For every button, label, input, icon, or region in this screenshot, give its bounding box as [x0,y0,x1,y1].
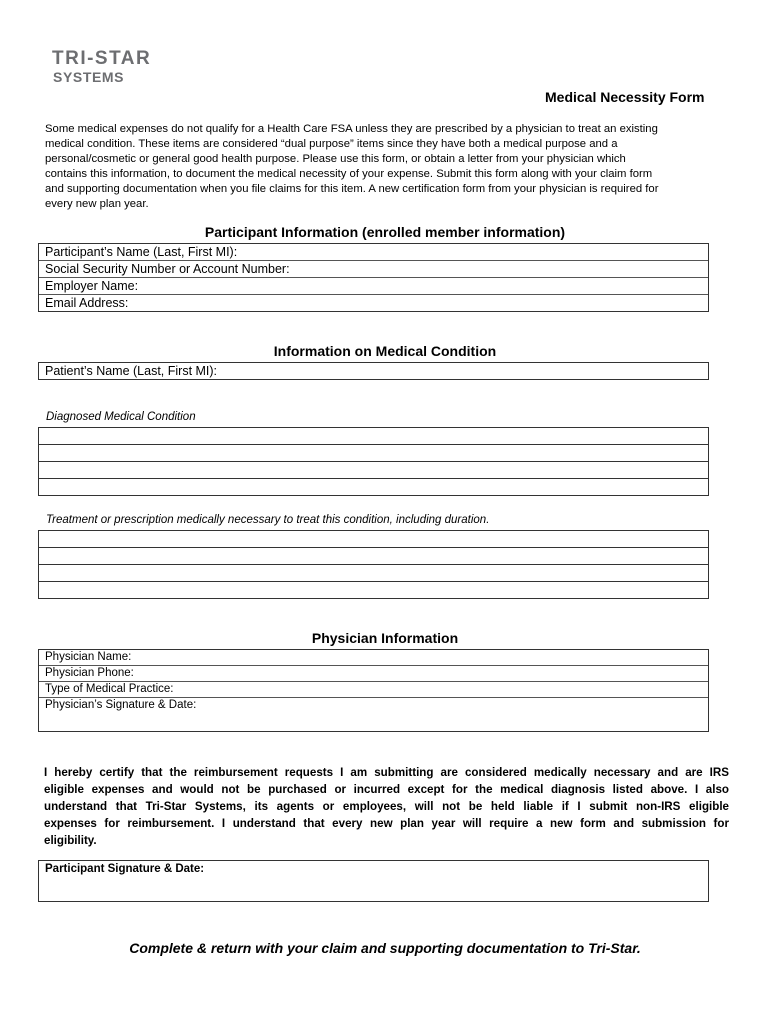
participant-info-table [38,243,709,312]
physician-heading: Physician Information [311,630,459,646]
diagnosed-label: Diagnosed Medical Condition [46,411,196,423]
certification-line: understand that Tri-Star Systems, its agents or employees, will not be held liable if I submit non-IRS eligible [44,800,729,813]
logo-line-1: TRI-STAR [52,48,152,69]
intro-line: personal/cosmetic or general good health purpose. Please use this form, or obtain a letter from your physician which [45,153,626,165]
participant-signature-box[interactable] [38,860,709,902]
diagnosed-line[interactable] [39,479,708,496]
intro-line: contains this information, to document the medical necessity of your expense. Submit this form along with your claim form [45,168,653,180]
certification-line: eligibility. [44,834,97,847]
treatment-line[interactable] [39,582,708,599]
footer-instruction: Complete & return with your claim and supporting documentation to Tri-Star. [129,940,641,956]
patient-name-box [38,362,709,380]
treatment-line[interactable] [39,565,708,582]
logo-line-2: SYSTEMS [53,69,125,85]
certification-paragraph [44,764,729,849]
intro-line: medical condition. These items are considered “dual purpose” items since they have both a medical purpose and a [45,138,618,150]
employer-name-field[interactable]: Employer Name: [39,278,708,295]
participant-signature-label: Participant Signature & Date: [45,863,205,875]
ssn-field[interactable]: Social Security Number or Account Number: [39,261,708,278]
physician-info-table [38,649,709,732]
intro-paragraph [45,122,735,212]
physician-phone-field[interactable]: Physician Phone: [39,666,708,682]
diagnosed-condition-grid [38,427,709,496]
treatment-grid [38,530,709,599]
intro-line: and supporting documentation when you file claims for this item. A new certification form from your physician is required for [45,183,659,195]
patient-name-field[interactable]: Patient’s Name (Last, First MI): [45,364,218,378]
participant-heading: Participant Information (enrolled member information) [204,224,566,240]
physician-name-field[interactable]: Physician Name: [39,650,708,666]
certification-line: I hereby certify that the reimbursement requests I am submitting are considered medically necessary and are IRS [44,766,729,779]
medical-heading: Information on Medical Condition [273,343,497,359]
diagnosed-line[interactable] [39,428,708,445]
form-title: Medical Necessity Form [545,89,705,105]
treatment-line[interactable] [39,548,708,565]
treatment-line[interactable] [39,531,708,548]
diagnosed-line[interactable] [39,462,708,479]
certification-line: eligible expenses and would not be purchased or incurred except for the medical diagnosis listed above. I also [44,783,729,796]
medical-practice-field[interactable]: Type of Medical Practice: [39,682,708,698]
diagnosed-line[interactable] [39,445,708,462]
intro-line: every new plan year. [45,198,149,210]
physician-signature-field[interactable]: Physician’s Signature & Date: [45,699,197,711]
intro-line: Some medical expenses do not qualify for a Health Care FSA unless they are prescribed by a physician to treat an existing [45,123,658,135]
participant-name-field[interactable]: Participant’s Name (Last, First MI): [39,244,708,261]
treatment-label: Treatment or prescription medically necessary to treat this condition, including duration. [46,514,490,526]
email-field[interactable]: Email Address: [45,296,129,310]
certification-line: expenses for reimbursement. I understand that every new plan year will require a new form and submission for [44,817,729,830]
